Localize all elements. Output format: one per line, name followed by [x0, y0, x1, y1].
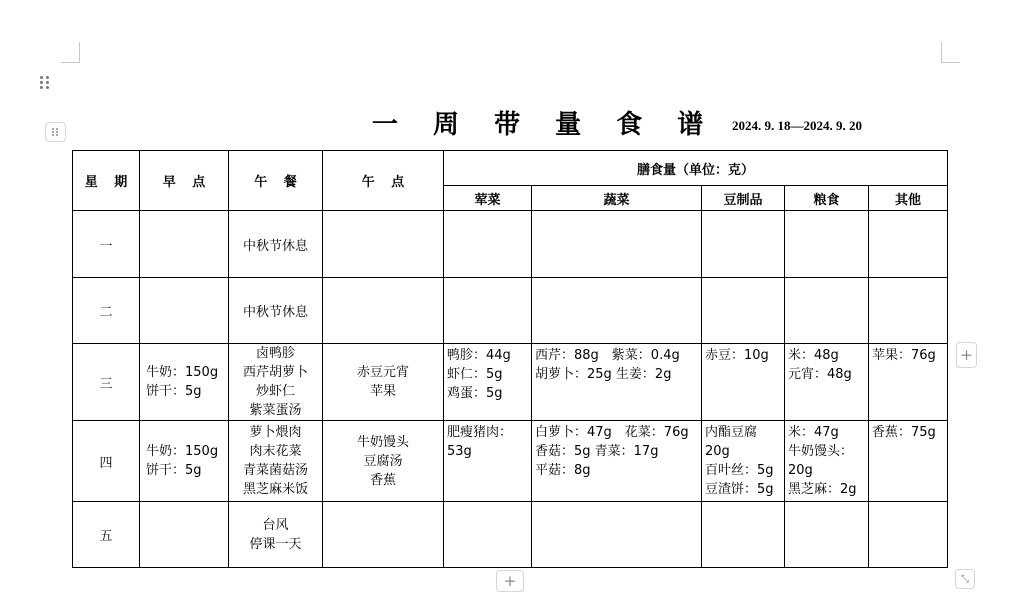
cell-vegetables[interactable]: 西芹：88g 紫菜：0.4g 胡萝卜：25g 生姜：2g [532, 344, 702, 421]
table-row [73, 211, 948, 278]
cell-breakfast[interactable]: 牛奶：150g 饼干：5g [140, 344, 229, 421]
cell-vegetables[interactable] [532, 211, 702, 278]
cell-meat[interactable] [444, 502, 532, 568]
table-select-handle[interactable] [45, 122, 66, 142]
header-vegetables: 蔬菜 [532, 186, 702, 211]
cell-grain[interactable] [785, 502, 869, 568]
cell-lunch[interactable]: 卤鸭胗 西芹胡萝卜 炒虾仁 紫菜蛋汤 [229, 344, 323, 421]
cell-snack[interactable] [323, 278, 444, 344]
cell-breakfast[interactable] [140, 278, 229, 344]
cell-soy[interactable]: 内酯豆腐 20g 百叶丝：5g 豆渣饼：5g [702, 421, 785, 502]
page-margin-corner-top-right [941, 42, 960, 63]
cell-soy[interactable] [702, 278, 785, 344]
cell-day[interactable]: 二 [73, 278, 140, 344]
header-other: 其他 [869, 186, 948, 211]
header-breakfast: 早 点 [140, 151, 229, 211]
cell-breakfast[interactable]: 牛奶：150g 饼干：5g [140, 421, 229, 502]
cell-day[interactable]: 三 [73, 344, 140, 421]
cell-day[interactable]: 一 [73, 211, 140, 278]
table-row [73, 278, 948, 344]
cell-breakfast[interactable] [140, 502, 229, 568]
add-column-button[interactable] [956, 342, 977, 368]
cell-snack[interactable]: 牛奶馒头 豆腐汤 香蕉 [323, 421, 444, 502]
cell-other[interactable] [869, 502, 948, 568]
cell-lunch[interactable]: 萝卜煨肉 肉末花菜 青菜菌菇汤 黑芝麻米饭 [229, 421, 323, 502]
cell-day[interactable]: 四 [73, 421, 140, 502]
table-row [73, 421, 948, 502]
cell-meat[interactable]: 鸭胗：44g 虾仁：5g 鸡蛋：5g [444, 344, 532, 421]
cell-snack[interactable] [323, 502, 444, 568]
table-row [73, 344, 948, 421]
cell-day[interactable]: 五 [73, 502, 140, 568]
cell-vegetables[interactable] [532, 278, 702, 344]
date-range: 2024. 9. 18—2024. 9. 20 [732, 118, 862, 133]
cell-grain[interactable] [785, 278, 869, 344]
cell-meat[interactable] [444, 211, 532, 278]
block-drag-handle-icon[interactable] [40, 76, 50, 88]
cell-soy[interactable] [702, 211, 785, 278]
cell-grain[interactable]: 米：47g 牛奶馒头： 20g 黑芝麻：2g [785, 421, 869, 502]
cell-other[interactable] [869, 278, 948, 344]
cell-lunch[interactable]: 中秋节休息 [229, 278, 323, 344]
cell-grain[interactable]: 米：48g 元宵：48g [785, 344, 869, 421]
add-row-button[interactable] [496, 570, 524, 592]
cell-grain[interactable] [785, 211, 869, 278]
cell-breakfast[interactable] [140, 211, 229, 278]
cell-soy[interactable]: 赤豆：10g [702, 344, 785, 421]
cell-meat[interactable] [444, 278, 532, 344]
cell-other[interactable]: 苹果：76g [869, 344, 948, 421]
header-day: 星 期 [73, 151, 140, 211]
cell-vegetables[interactable] [532, 502, 702, 568]
header-meat: 荤菜 [444, 186, 532, 211]
cell-other[interactable] [869, 211, 948, 278]
cell-lunch[interactable]: 台风 停课一天 [229, 502, 323, 568]
cell-meat[interactable]: 肥瘦猪肉： 53g [444, 421, 532, 502]
header-grain: 粮食 [785, 186, 869, 211]
cell-vegetables[interactable]: 白萝卜：47g 花菜：76g 香菇：5g 青菜：17g 平菇：8g [532, 421, 702, 502]
header-lunch: 午 餐 [229, 151, 323, 211]
header-intake-group: 膳食量（单位：克） [444, 151, 948, 186]
resize-icon: ⤡ [961, 573, 969, 585]
cell-lunch[interactable]: 中秋节休息 [229, 211, 323, 278]
table-row [73, 502, 948, 568]
weekly-menu-table [72, 150, 948, 568]
cell-snack[interactable] [323, 211, 444, 278]
cell-soy[interactable] [702, 502, 785, 568]
plus-icon: + [960, 346, 973, 364]
page-margin-corner-top-left [61, 42, 80, 63]
header-soy: 豆制品 [702, 186, 785, 211]
cell-snack[interactable]: 赤豆元宵 苹果 [323, 344, 444, 421]
document-title: 一 周 带 量 食 谱 [372, 110, 717, 140]
plus-icon: + [503, 572, 517, 590]
table-resize-handle[interactable] [955, 569, 975, 589]
grip-icon [52, 128, 59, 136]
cell-other[interactable]: 香蕉：75g [869, 421, 948, 502]
header-snack: 午 点 [323, 151, 444, 211]
